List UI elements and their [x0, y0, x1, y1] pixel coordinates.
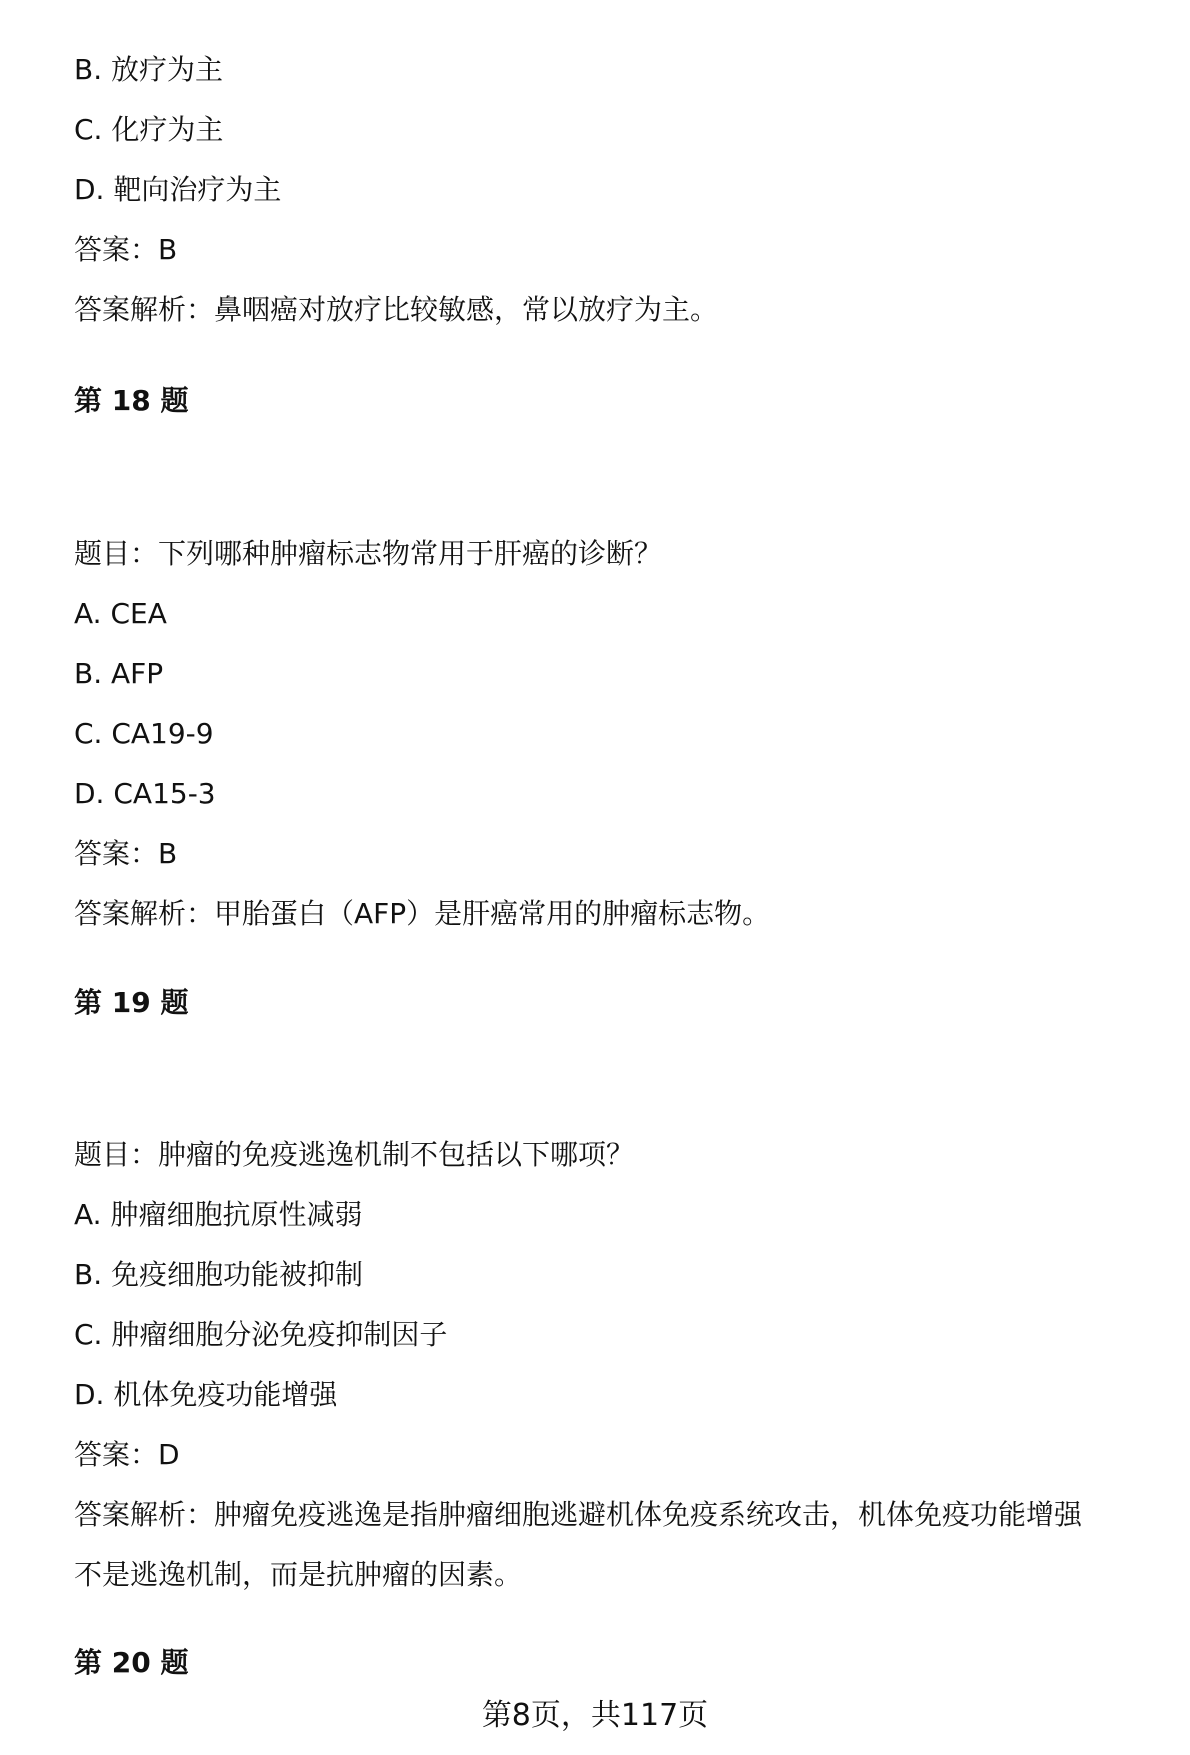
q19-option-a: A. 肿瘤细胞抗原性减弱: [74, 1198, 363, 1231]
q18-option-a: A. CEA: [74, 597, 167, 630]
q17-option-b: B. 放疗为主: [74, 53, 224, 86]
q19-option-c: C. 肿瘤细胞分泌免疫抑制因子: [74, 1318, 448, 1351]
q19-explanation-line2: 不是逃逸机制，而是抗肿瘤的因素。: [74, 1558, 523, 1591]
q17-answer: 答案：B: [74, 233, 178, 266]
q19-option-b: B. 免疫细胞功能被抑制: [74, 1258, 364, 1291]
q18-question: 题目：下列哪种肿瘤标志物常用于肝癌的诊断？: [74, 537, 663, 570]
q19-option-d: D. 机体免疫功能增强: [74, 1378, 338, 1411]
q19-answer: 答案：D: [74, 1438, 180, 1471]
q19-question: 题目：肿瘤的免疫逃逸机制不包括以下哪项？: [74, 1138, 635, 1171]
q19-heading: 第 19 题: [74, 986, 189, 1019]
q18-option-d: D. CA15-3: [74, 777, 216, 810]
q17-option-d: D. 靶向治疗为主: [74, 173, 282, 206]
q18-option-b: B. AFP: [74, 657, 164, 690]
q17-explanation: 答案解析：鼻咽癌对放疗比较敏感，常以放疗为主。: [74, 293, 719, 326]
q17-option-c: C. 化疗为主: [74, 113, 224, 146]
q18-heading: 第 18 题: [74, 384, 189, 417]
q20-heading: 第 20 题: [74, 1646, 189, 1679]
q18-explanation: 答案解析：甲胎蛋白（AFP）是肝癌常用的肿瘤标志物。: [74, 897, 771, 930]
q18-answer: 答案：B: [74, 837, 178, 870]
page-number: 第8页，共117页: [481, 1698, 709, 1733]
q18-option-c: C. CA19-9: [74, 717, 214, 750]
q19-explanation-line1: 答案解析：肿瘤免疫逃逸是指肿瘤细胞逃避机体免疫系统攻击，机体免疫功能增强: [74, 1498, 1083, 1531]
